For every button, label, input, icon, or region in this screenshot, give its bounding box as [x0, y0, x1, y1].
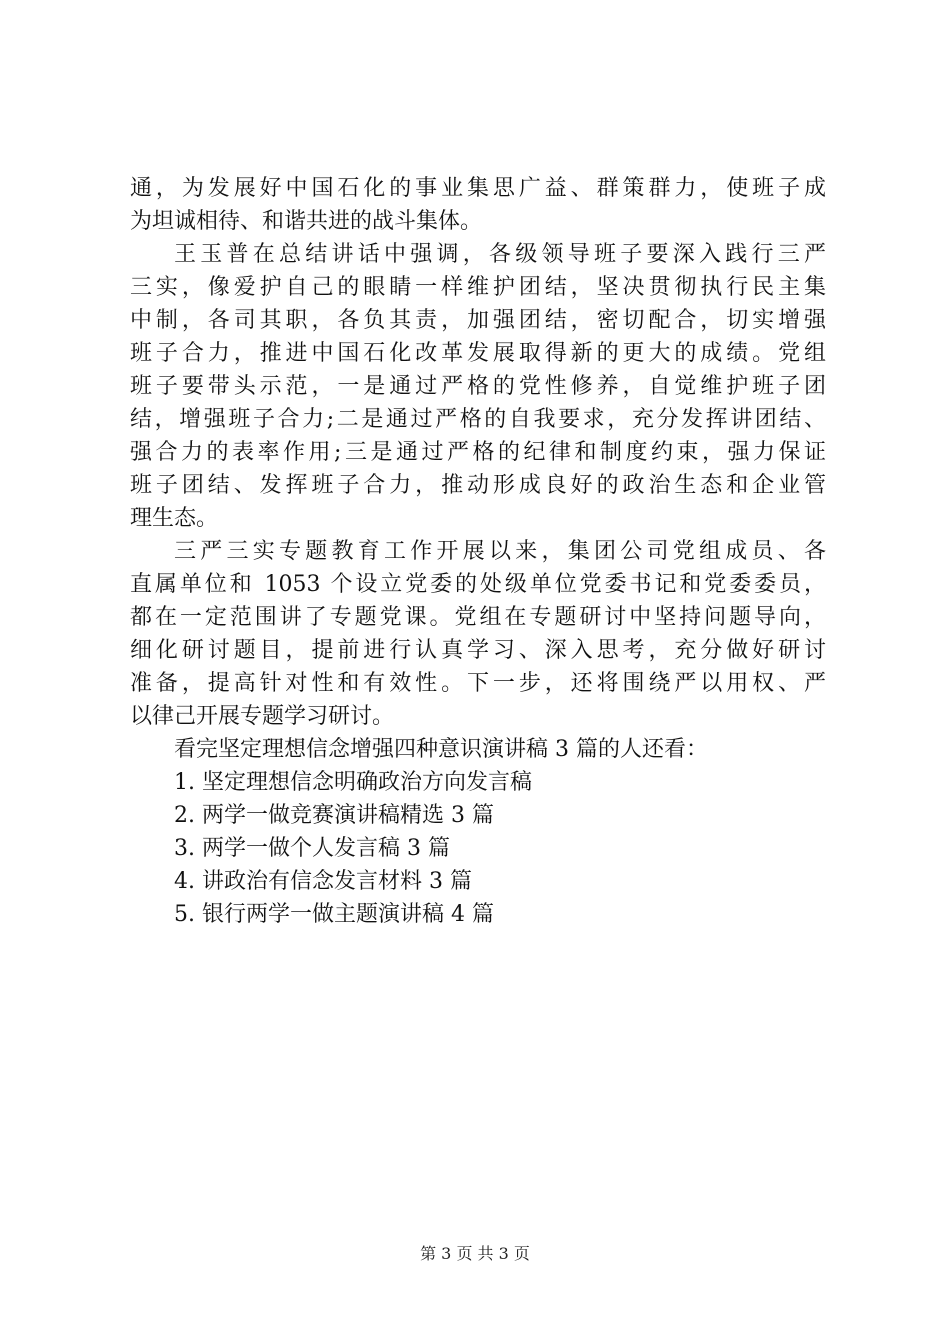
text-line: 3. 两学一做个人发言稿 3 篇	[174, 836, 450, 861]
text-line: 班子团结、发挥班子合力，推动形成良好的政治生态和企业管	[130, 473, 826, 498]
text-line: 1. 坚定理想信念明确政治方向发言稿	[174, 770, 532, 795]
text-line: 4. 讲政治有信念发言材料 3 篇	[174, 869, 472, 894]
text-line: 5. 银行两学一做主题演讲稿 4 篇	[174, 902, 494, 927]
text-line: 三严三实专题教育工作开展以来，集团公司党组成员、各	[174, 539, 826, 564]
text-line: 结，增强班子合力;二是通过严格的自我要求，充分发挥讲团结、	[130, 407, 826, 432]
text-line: 理生态。	[130, 506, 219, 531]
document-body	[130, 172, 826, 931]
text-line: 细化研讨题目，提前进行认真学习、深入思考，充分做好研讨	[130, 638, 826, 663]
text-line: 班子合力，推进中国石化改革发展取得新的更大的成绩。党组	[130, 341, 826, 366]
text-line: 强合力的表率作用;三是通过严格的纪律和制度约束，强力保证	[130, 440, 826, 465]
text-line: 中制，各司其职，各负其责，加强团结，密切配合，切实增强	[130, 308, 826, 333]
text-line: 直属单位和 1053 个设立党委的处级单位党委书记和党委委员，	[130, 572, 826, 597]
text-line: 通，为发展好中国石化的事业集思广益、群策群力，使班子成	[130, 176, 826, 201]
text-line: 三实，像爱护自己的眼睛一样维护团结，坚决贯彻执行民主集	[130, 275, 826, 300]
text-line: 看完坚定理想信念增强四种意识演讲稿 3 篇的人还看：	[174, 737, 708, 762]
text-line: 准备，提高针对性和有效性。下一步，还将围绕严以用权、严	[130, 671, 826, 696]
text-line: 以律己开展专题学习研讨。	[130, 704, 395, 729]
text-line: 为坦诚相待、和谐共进的战斗集体。	[130, 209, 483, 234]
page-footer: 第 3 页 共 3 页	[420, 1244, 530, 1263]
text-line: 班子要带头示范，一是通过严格的党性修养，自觉维护班子团	[130, 374, 826, 399]
text-line: 王玉普在总结讲话中强调，各级领导班子要深入践行三严	[174, 242, 826, 267]
text-line: 2. 两学一做竞赛演讲稿精选 3 篇	[174, 803, 494, 828]
text-line: 都在一定范围讲了专题党课。党组在专题研讨中坚持问题导向，	[130, 605, 826, 630]
